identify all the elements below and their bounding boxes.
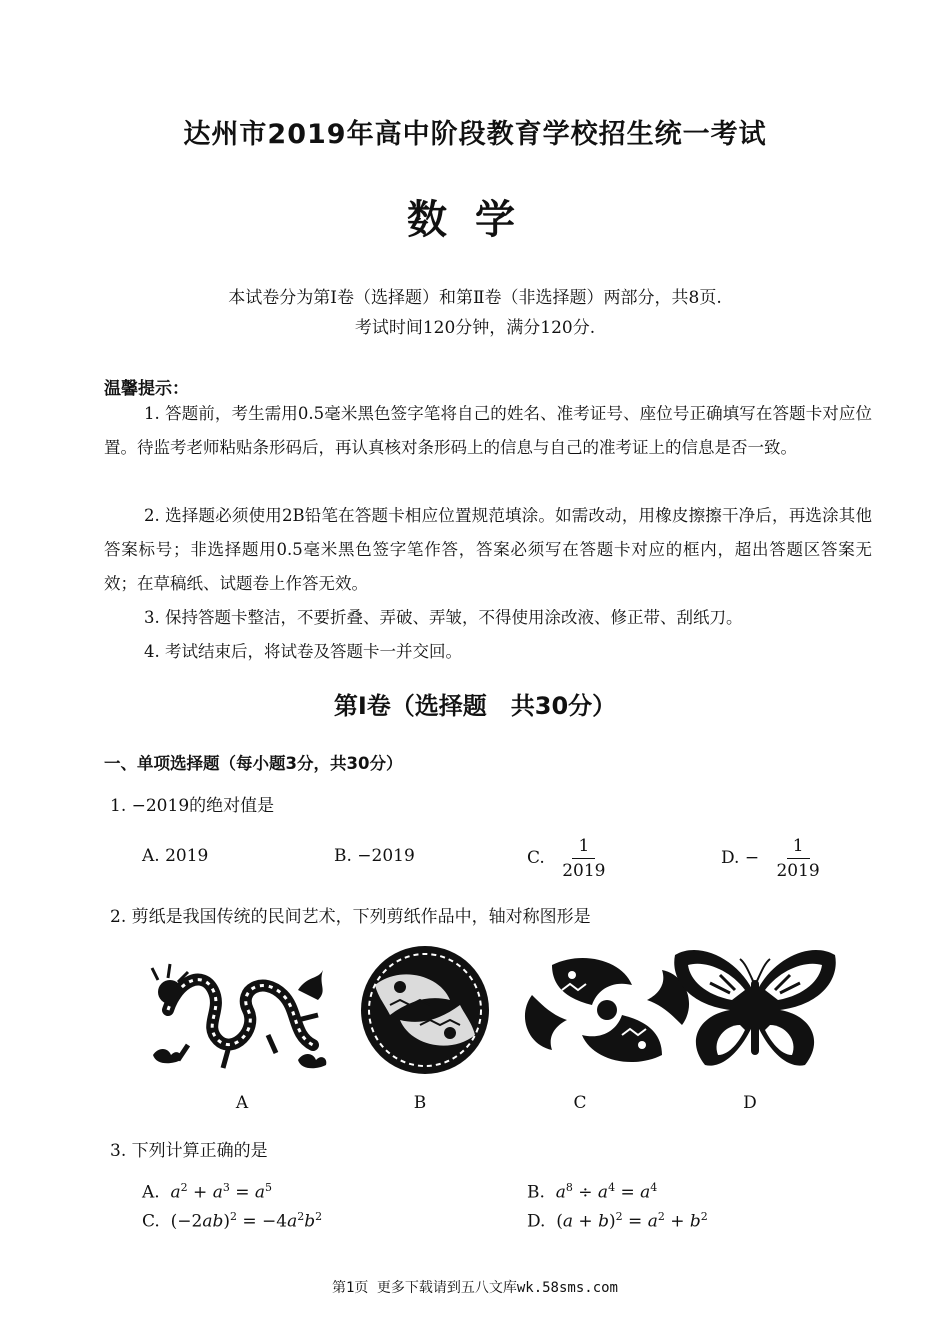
figure-label-a: A [235,1093,249,1113]
q1-option-c-fraction: $\frac{1}{2019}$ [562,836,606,881]
part-heading: 一、单项选择题（每小题3分，共30分） [104,754,403,773]
q1-option-b: B. −2019 [334,846,415,866]
question-3-stem: 3. 下列计算正确的是 [110,1141,268,1161]
exam-title: 达州市2019年高中阶段教育学校招生统一考试 [183,119,767,150]
q1-option-c: C. $\frac{1}{2019}$ [527,836,611,881]
intro-line-2: 考试时间120分钟，满分120分. [354,318,596,338]
q1-option-a: A. 2019 [142,846,209,866]
tip-item-3: 3. 保持答题卡整洁，不要折叠、弄破、弄皱，不得使用涂改液、修正带、刮纸刀。 [144,608,743,627]
butterfly-papercut-icon [660,945,850,1075]
page-footer: 第1页 更多下载请到五八文库wk.58sms.com [331,1280,618,1296]
q3-option-c: C. $(-2ab)^2 = -4a^2b^2$ [142,1210,323,1232]
intro-line-1: 本试卷分为第Ⅰ卷（选择题）和第Ⅱ卷（非选择题）两部分，共8页. [228,288,722,308]
figure-label-b: B [413,1093,427,1113]
tip-item-4: 4. 考试结束后，将试卷及答题卡一并交回。 [144,642,462,661]
subject-title: 数学 [407,197,543,243]
dragon-papercut-icon [148,950,338,1080]
question-1-stem: 1. −2019的绝对值是 [110,796,275,816]
q1-option-d-fraction: $\frac{1}{2019}$ [776,836,820,881]
figure-label-c: C [573,1093,587,1113]
section-title: 第Ⅰ卷（选择题 共30分） [333,692,617,720]
q3-option-d: D. $(a + b)^2 = a^2 + b^2$ [527,1210,708,1232]
figure-label-d: D [743,1093,757,1113]
tip-item-2: 2. 选择题必须使用2B铅笔在答题卡相应位置规范填涂。如需改动，用橡皮擦擦干净后，再选涂其他答案标号；非选择题用0.5毫米黑色签字笔作答，答案必须写在答题卡对应的框内，超出答题区答案无效；在草稿纸、试题卷上作答无效。 [104,506,872,593]
fish-circle-papercut-icon [330,945,520,1075]
tips-heading: 温馨提示： [104,379,189,399]
question-2-stem: 2. 剪纸是我国传统的民间艺术，下列剪纸作品中，轴对称图形是 [110,907,591,927]
tip-item-1: 1. 答题前，考生需用0.5毫米黑色签字笔将自己的姓名、准考证号、座位号正确填写在答题卡对应位置。待监考老师粘贴条形码后，再认真核对条形码上的信息与自己的准考证上的信息是否一致。 [104,404,872,457]
q3-option-a: A. $a^2 + a^3 = a^5$ [142,1181,273,1203]
q3-option-b: B. $a^8 \div a^4 = a^4$ [527,1181,658,1203]
q1-option-d: D. − $\frac{1}{2019}$ [721,836,826,881]
